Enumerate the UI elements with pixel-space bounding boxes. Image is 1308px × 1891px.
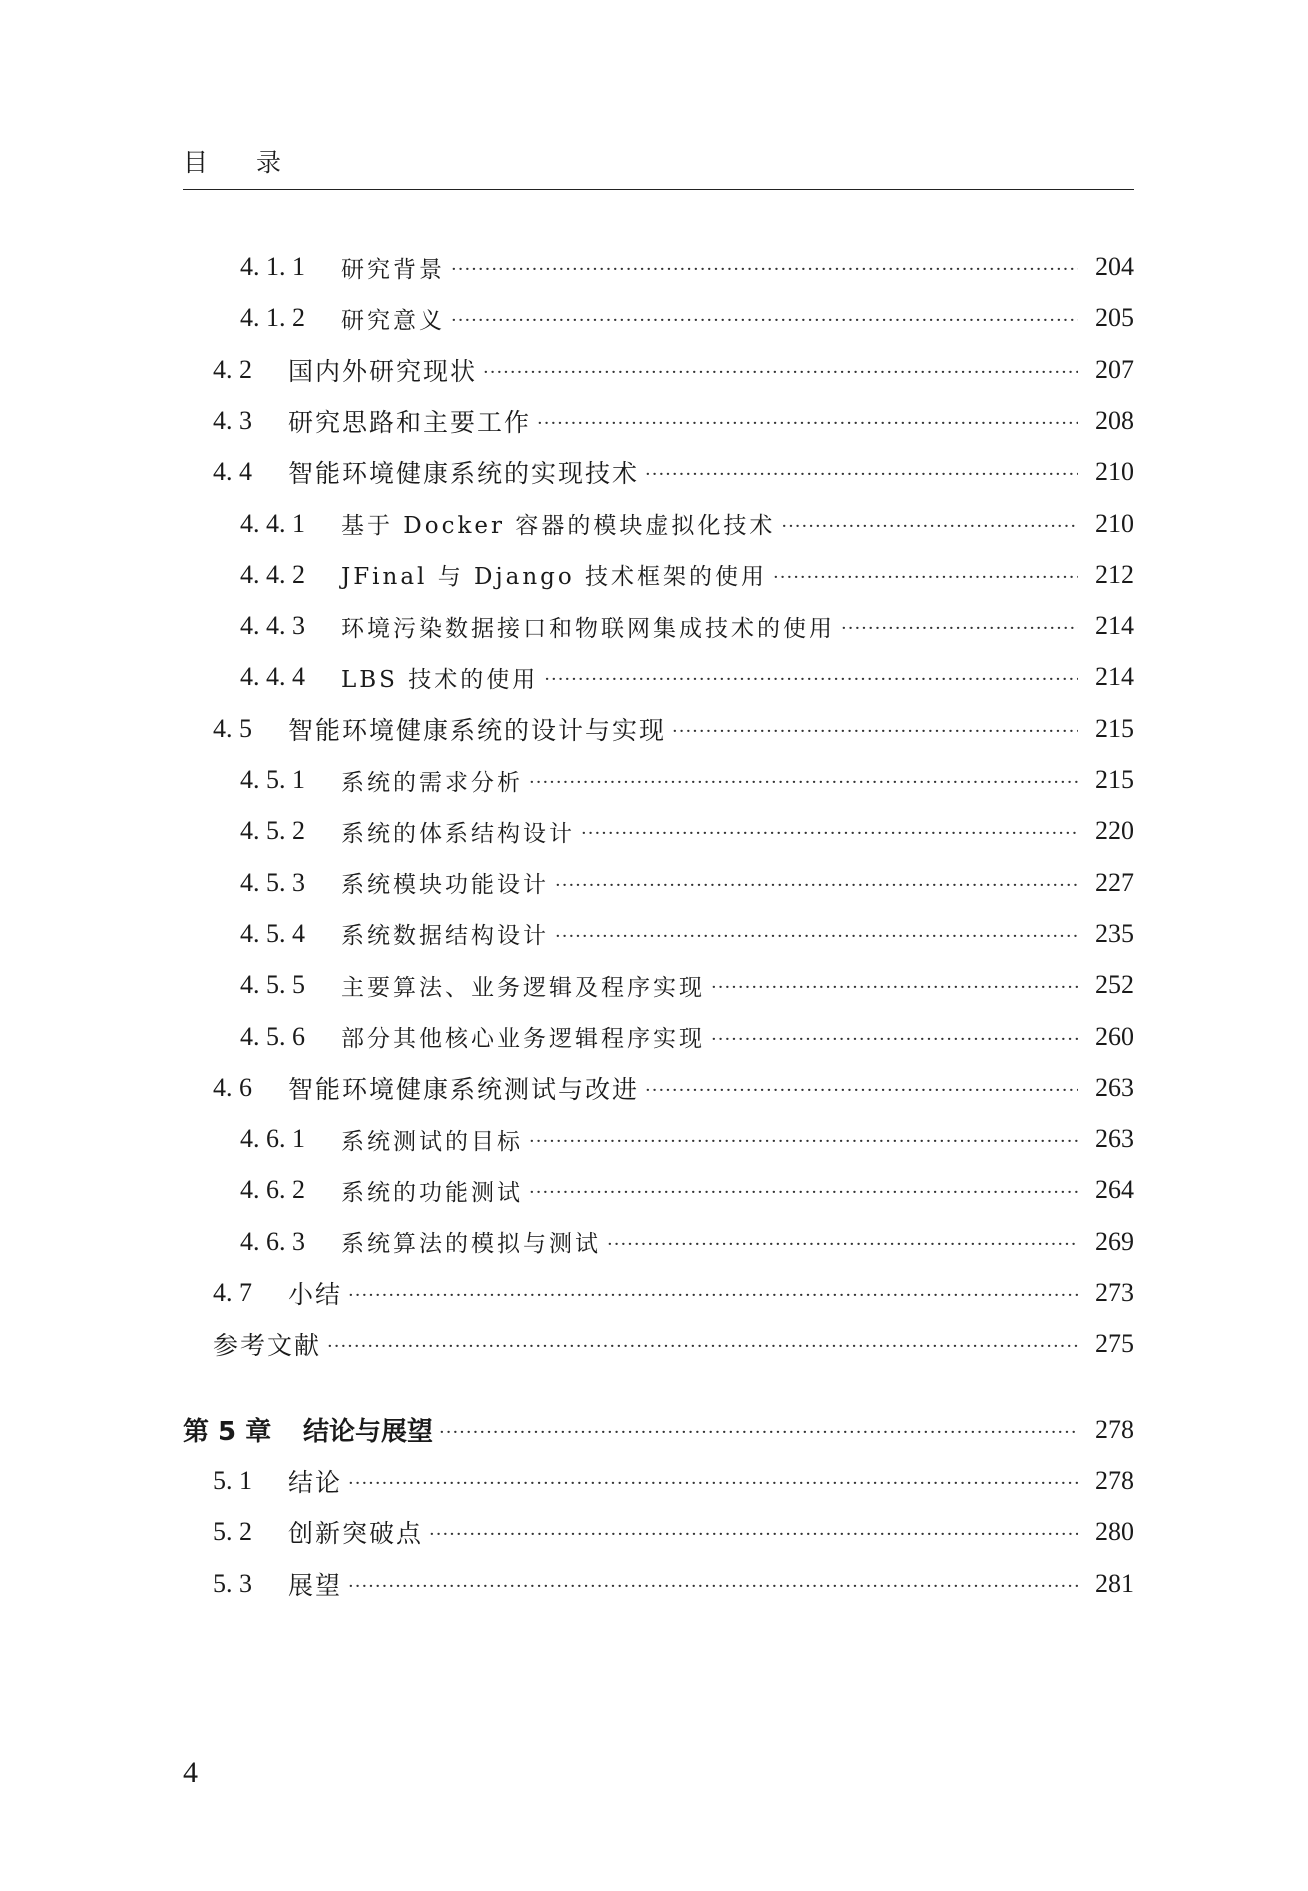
dot-leader: [645, 459, 1078, 485]
dot-leader: [781, 511, 1078, 537]
toc-entry-page: 263: [1095, 1072, 1134, 1102]
toc-entry-title: 系统算法的模拟与测试: [341, 1231, 601, 1258]
toc-entry-title: 参考文献: [213, 1331, 322, 1361]
toc-entry: [183, 1220, 1134, 1264]
toc-entry: [183, 1459, 1134, 1503]
toc-entry-number: 4. 7: [213, 1278, 252, 1307]
page-number: 4: [183, 1756, 198, 1789]
dot-leader: [555, 921, 1078, 947]
toc-entry-number: 4. 5. 3: [240, 867, 305, 897]
dot-leader: [529, 1177, 1078, 1203]
toc-entry-page: 269: [1095, 1226, 1134, 1256]
toc-entry-title: 研究背景: [341, 256, 445, 283]
toc-entry-number: 4. 6. 3: [240, 1226, 305, 1256]
dot-leader: [841, 613, 1078, 639]
toc-entry-page: 280: [1095, 1517, 1134, 1547]
toc-entry: [183, 348, 1134, 392]
running-header-left: 目: [183, 148, 209, 177]
toc-entry-page: 215: [1095, 765, 1134, 794]
toc-entry: [183, 450, 1134, 494]
toc-entry-title: 系统模块功能设计: [341, 872, 549, 899]
toc-entry-title: JFinal 与 Django 技术框架的使用: [341, 564, 768, 591]
toc-entry-title: 结论: [288, 1467, 343, 1497]
toc-entry-title: 系统的功能测试: [341, 1179, 523, 1206]
toc-entry: [183, 809, 1134, 853]
toc-entry-page: 235: [1095, 918, 1134, 948]
toc-entry-title: 基于 Docker 容器的模块虚拟化技术: [341, 513, 776, 539]
toc-entry: [183, 296, 1134, 340]
dot-leader: [672, 716, 1078, 742]
toc-entry-title: 系统数据结构设计: [341, 923, 549, 950]
toc-entry-number: 4. 5: [213, 713, 252, 743]
dot-leader: [327, 1331, 1078, 1357]
toc-entry-title: 研究意义: [341, 307, 445, 334]
toc-entry: [183, 1271, 1134, 1315]
toc-entry-page: 214: [1095, 611, 1134, 641]
dot-leader: [529, 1126, 1078, 1152]
toc-entry-number: 5. 3: [213, 1568, 252, 1598]
toc-entry-title: 智能环境健康系统测试与改进: [288, 1074, 640, 1104]
toc-entry-title: 国内外研究现状: [288, 356, 478, 386]
toc-entry-title: 智能环境健康系统的设计与实现: [288, 715, 667, 745]
toc-entry-page: 220: [1095, 816, 1134, 846]
toc-entry-number: 第 5 章: [183, 1417, 272, 1448]
toc-entry: [183, 1562, 1134, 1606]
toc-entry-page: 252: [1095, 970, 1134, 1000]
toc-entry-number: 4. 2: [213, 354, 252, 384]
running-header: [183, 143, 281, 179]
toc-entry: [183, 912, 1134, 956]
toc-entry-title: 研究思路和主要工作: [288, 407, 532, 437]
dot-leader: [429, 1519, 1078, 1545]
toc-entry-number: 4. 5. 1: [240, 765, 305, 794]
toc-entry-title: 展望: [288, 1570, 343, 1600]
toc-entry: [183, 963, 1134, 1007]
toc-entry: [183, 1322, 1134, 1366]
toc-entry-number: 5. 2: [213, 1517, 252, 1547]
toc-entry-number: 4. 5. 2: [240, 816, 305, 846]
toc-entry-page: 273: [1095, 1278, 1134, 1307]
toc-entry-page: 264: [1095, 1175, 1134, 1205]
toc-entry-title: 部分其他核心业务逻辑程序实现: [341, 1026, 705, 1052]
toc-entry-number: 4. 4. 1: [240, 508, 305, 538]
running-header-right: 录: [256, 148, 282, 177]
toc-entry-number: 5. 1: [213, 1465, 252, 1495]
dot-leader: [645, 1075, 1078, 1101]
dot-leader: [348, 1468, 1078, 1494]
toc-entry: [183, 1066, 1134, 1110]
toc-entry-page: 281: [1095, 1568, 1134, 1598]
toc-entry-page: 210: [1095, 508, 1134, 538]
toc-entry: [183, 655, 1134, 699]
toc-entry: [183, 707, 1134, 751]
dot-leader: [711, 1024, 1078, 1050]
dot-leader: [451, 305, 1078, 331]
dot-leader: [348, 1571, 1078, 1597]
toc-entry-title: 系统的体系结构设计: [341, 820, 575, 847]
dot-leader: [529, 767, 1078, 793]
toc-entry-page: 263: [1095, 1124, 1134, 1154]
header-rule: [183, 189, 1134, 190]
toc-entry-title: 主要算法、业务逻辑及程序实现: [341, 974, 705, 1001]
toc-entry-title: 系统的需求分析: [341, 769, 523, 796]
toc-entry: [183, 1168, 1134, 1212]
toc-entry-number: 4. 4: [213, 457, 252, 487]
dot-leader: [555, 870, 1078, 896]
toc-entry-title: 结论与展望: [303, 1417, 434, 1448]
toc-entry-number: 4. 1. 2: [240, 303, 305, 333]
dot-leader: [711, 972, 1078, 998]
toc-entry: [183, 245, 1134, 289]
toc-entry-number: 4. 1. 1: [240, 252, 305, 281]
toc-entry-page: 227: [1095, 867, 1134, 897]
toc-entry: [183, 1408, 1134, 1452]
toc-entry-number: 4. 6. 1: [240, 1124, 305, 1154]
toc-entry-page: 260: [1095, 1021, 1134, 1051]
toc-entry-number: 4. 5. 5: [240, 970, 305, 1000]
toc-entry-page: 215: [1095, 713, 1134, 743]
dot-leader: [581, 818, 1078, 844]
toc-entry: [183, 758, 1134, 802]
toc-entry-title: 小结: [288, 1280, 343, 1309]
toc-entry-page: 204: [1095, 252, 1134, 281]
toc-entry-title: 环境污染数据接口和物联网集成技术的使用: [341, 615, 835, 642]
toc-entry-page: 210: [1095, 457, 1134, 487]
dot-leader: [607, 1229, 1078, 1255]
toc-entry: [183, 604, 1134, 648]
toc-entry-title: 创新突破点: [288, 1519, 424, 1549]
dot-leader: [544, 664, 1078, 690]
toc-entry: [183, 502, 1134, 546]
toc-entry-number: 4. 5. 6: [240, 1021, 305, 1051]
toc-entry-number: 4. 6. 2: [240, 1175, 305, 1205]
toc-entry-number: 4. 4. 2: [240, 559, 305, 589]
toc-entry: [183, 1117, 1134, 1161]
toc-entry-title: LBS 技术的使用: [341, 666, 539, 693]
dot-leader: [439, 1417, 1078, 1443]
toc-entry: [183, 553, 1134, 597]
dot-leader: [773, 562, 1078, 588]
toc-entry-number: 4. 5. 4: [240, 918, 305, 948]
dot-leader: [537, 408, 1078, 434]
dot-leader: [483, 357, 1078, 383]
toc-entry-page: 275: [1095, 1329, 1134, 1359]
toc-entry-number: 4. 4. 4: [240, 662, 305, 692]
toc-entry-page: 212: [1095, 559, 1134, 589]
toc-entry-number: 4. 3: [213, 405, 252, 435]
toc-entry-page: 214: [1095, 662, 1134, 692]
toc-entry-title: 智能环境健康系统的实现技术: [288, 459, 640, 489]
toc-entry-title: 系统测试的目标: [341, 1128, 523, 1155]
toc-entry-page: 207: [1095, 354, 1134, 384]
toc-entry-number: 4. 4. 3: [240, 611, 305, 641]
toc-entry-page: 208: [1095, 405, 1134, 435]
dot-leader: [451, 254, 1078, 280]
dot-leader: [348, 1280, 1078, 1306]
toc-entry-number: 4. 6: [213, 1072, 252, 1102]
toc-entry: [183, 1015, 1134, 1059]
toc-entry: [183, 1510, 1134, 1554]
toc-entry-page: 278: [1095, 1465, 1134, 1495]
toc-entry-page: 205: [1095, 303, 1134, 333]
toc-entry-page: 278: [1095, 1414, 1134, 1444]
toc-entry: [183, 399, 1134, 443]
toc-entry: [183, 861, 1134, 905]
